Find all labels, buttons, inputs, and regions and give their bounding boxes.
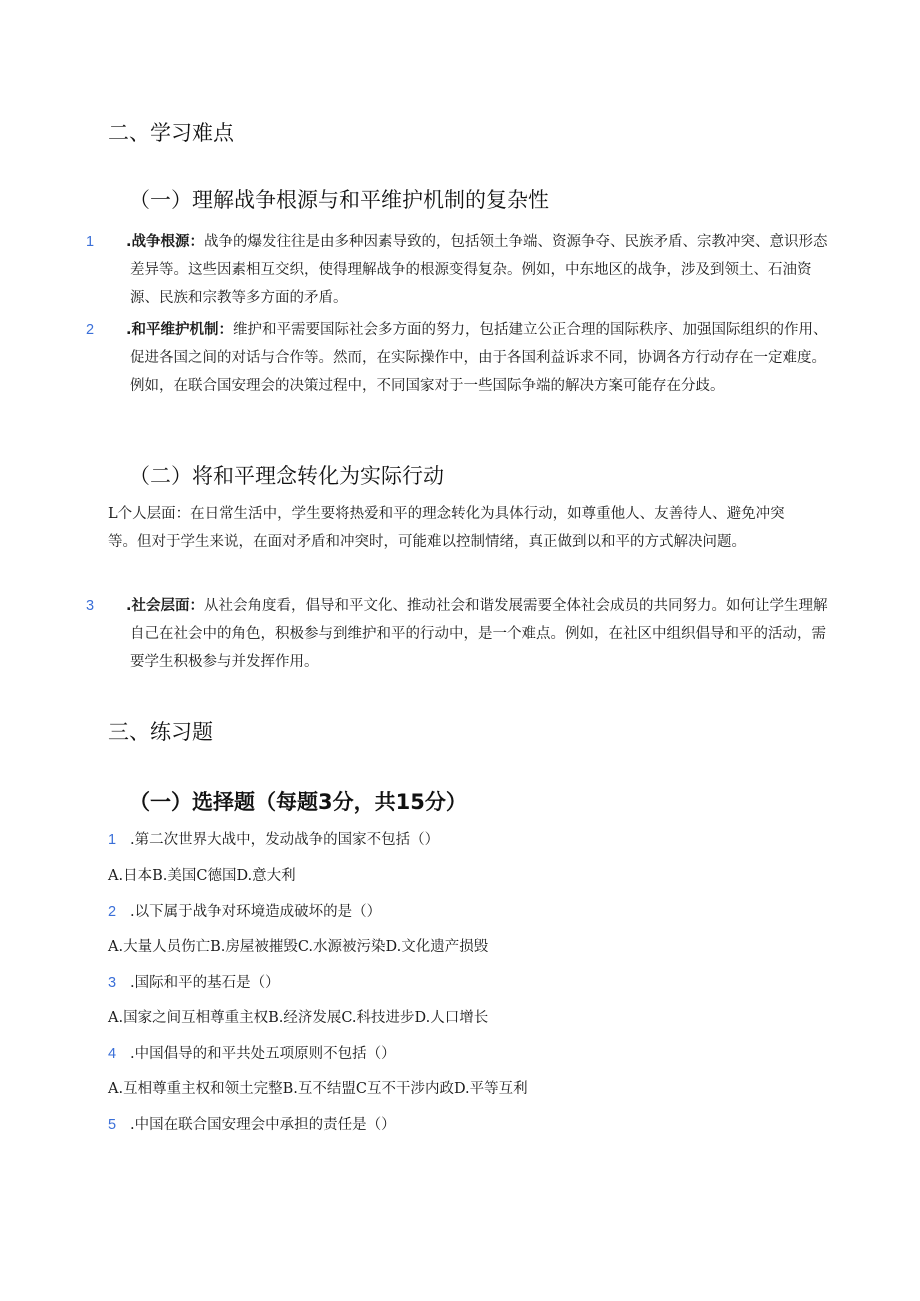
section-heading-learning-difficulties: 二、学习难点 [108, 121, 234, 145]
question-options: A.互相尊重主权和领土完整B.互不结盟C互不干涉内政D.平等互利 [108, 1081, 528, 1097]
subsection-heading-multiple-choice: （一）选择题（每题3分，共15分） [129, 790, 467, 814]
question-number: 2 [108, 904, 117, 920]
question-number: 5 [108, 1117, 117, 1133]
question-item [108, 971, 280, 992]
question-text: .中国倡导的和平共处五项原则不包括（） [130, 1046, 396, 1062]
subsection-heading-war-and-peace: （一）理解战争根源与和平维护机制的复杂性 [129, 188, 549, 212]
list-number: 3 [86, 598, 95, 614]
question-text: .第二次世界大战中，发动战争的国家不包括（） [130, 832, 440, 848]
item-text: 从社会角度看，倡导和平文化、推动社会和谐发展需要全体社会成员的共同努力。如何让学生理解自己在社会中的角色，积极参与到维护和平的行动中，是一个难点。例如，在社区中组织倡导和平的活动，需要学生积极参与并发挥作用。 [130, 598, 828, 670]
section-heading-exercises: 三、练习题 [108, 720, 213, 744]
item-lead: .和平维护机制： [126, 322, 234, 338]
question-text: .中国在联合国安理会中承担的责任是（） [130, 1117, 396, 1133]
item-text: 战争的爆发往往是由多种因素导致的，包括领土争端、资源争夺、民族矛盾、宗教冲突、意识形态差异等。这些因素相互交织，使得理解战争的根源变得复杂。例如，中东地区的战争，涉及到领土、石油资源、民族和宗教等多方面的矛盾。 [130, 234, 828, 306]
item-lead: .战争根源： [126, 234, 205, 250]
item-text: 维护和平需要国际社会多方面的努力，包括建立公正合理的国际秩序、加强国际组织的作用、促进各国之间的对话与合作等。然而，在实际操作中，由于各国利益诉求不同，协调各方行动存在一定难度。例如，在联合国安理会的决策过程中，不同国家对于一些国际争端的解决方案可能存在分歧。 [130, 322, 828, 394]
subsection-heading-peace-into-action: （二）将和平理念转化为实际行动 [129, 464, 444, 488]
list-item [86, 228, 830, 312]
question-number: 1 [108, 832, 117, 848]
question-item [108, 900, 381, 921]
list-number: 2 [86, 322, 95, 338]
question-text: .国际和平的基石是（） [130, 975, 280, 991]
question-text: .以下属于战争对环境造成破坏的是（） [130, 904, 382, 920]
question-item [108, 1042, 396, 1063]
question-item [108, 1113, 396, 1134]
question-item [108, 828, 439, 849]
item-lead: .社会层面： [126, 598, 205, 614]
question-options: A.日本B.美国C德国D.意大利 [108, 868, 296, 884]
list-item [86, 592, 830, 676]
list-item [108, 500, 808, 556]
question-number: 3 [108, 975, 117, 991]
list-item [86, 316, 830, 400]
question-options: A.国家之间互相尊重主权B.经济发展C.科技进步D.人口增长 [108, 1010, 489, 1026]
list-number: 1 [86, 234, 95, 250]
question-options: A.大量人员伤亡B.房屋被摧毁C.水源被污染D.文化遗产损毁 [108, 939, 489, 955]
item-text: L个人层面：在日常生活中，学生要将热爱和平的理念转化为具体行动，如尊重他人、友善待人、避免冲突等。但对于学生来说，在面对矛盾和冲突时，可能难以控制情绪，真正做到以和平的方式解决问题。 [108, 506, 785, 550]
question-number: 4 [108, 1046, 117, 1062]
